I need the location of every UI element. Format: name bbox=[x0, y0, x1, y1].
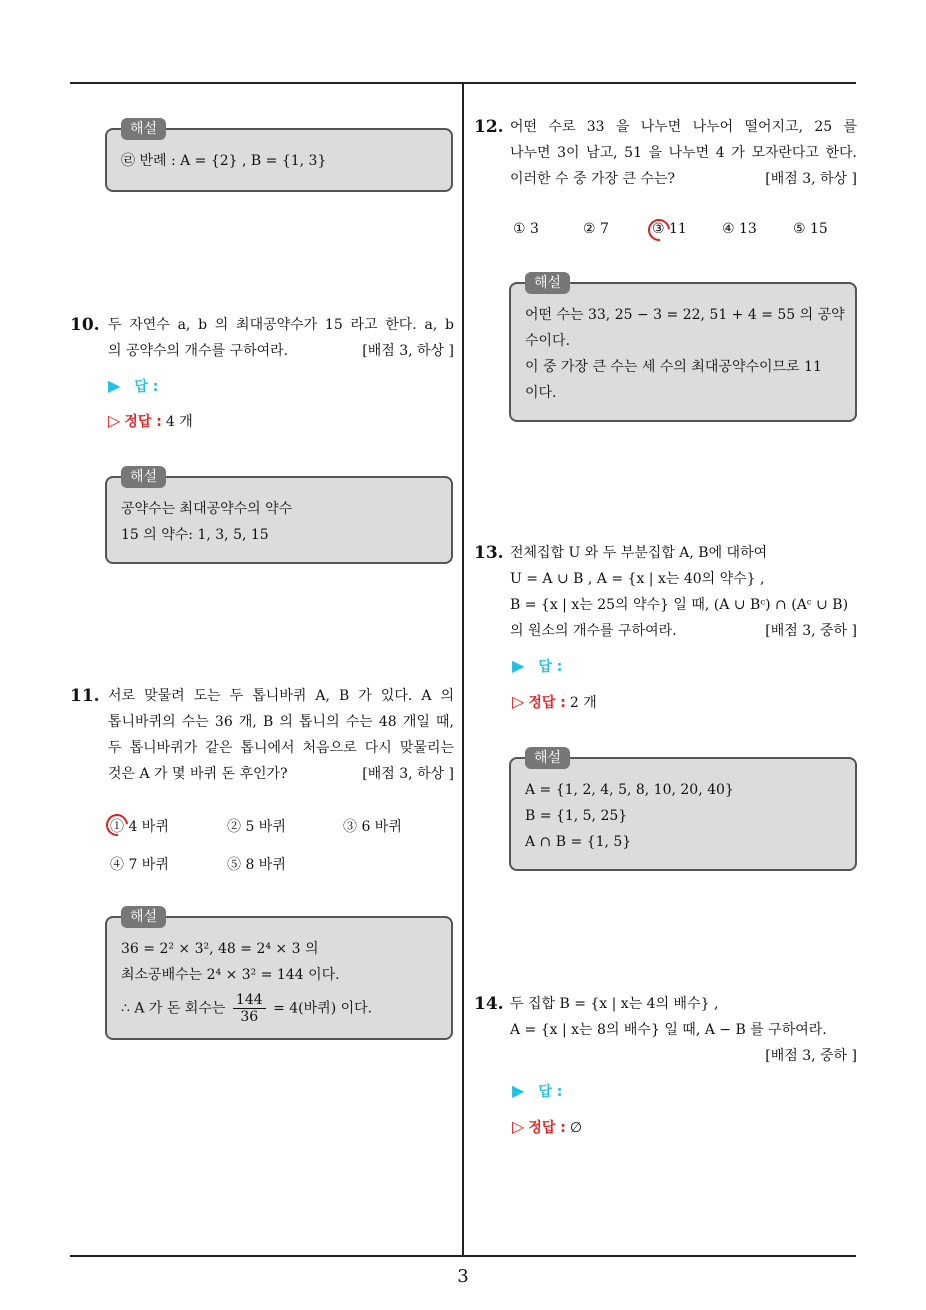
q13-explanation-box bbox=[509, 750, 857, 871]
answer-arrow-icon: ▶ bbox=[108, 376, 121, 395]
score-label: [배점 3, 하상 ] bbox=[765, 171, 857, 187]
question-text: 두 자연수 a, b 의 최대공약수가 15 라고 한다. a, b bbox=[108, 317, 454, 333]
question-text: 톱니바퀴의 수는 36 개, B 의 톱니의 수는 48 개일 때, bbox=[108, 714, 454, 730]
explanation-line: 최소공배수는 2⁴ × 3² = 144 이다. bbox=[121, 967, 340, 983]
question-14 bbox=[474, 991, 857, 1069]
q10-explanation-box bbox=[105, 469, 453, 564]
question-text: 것은 A 가 몇 바퀴 돈 후인가? bbox=[108, 766, 288, 782]
correct-label: 정답 : bbox=[124, 414, 162, 430]
question-text: 이러한 수 중 가장 큰 수는? bbox=[510, 171, 675, 187]
question-text: 두 집합 B = {x | x는 4의 배수} , bbox=[510, 996, 719, 1012]
question-text: 나누면 3이 남고, 51 을 나누면 4 가 모자란다고 한다. bbox=[510, 145, 857, 161]
bottom-rule bbox=[70, 1255, 856, 1257]
choice-1[interactable]: ① 3 bbox=[513, 221, 539, 237]
answer-label: 답 : bbox=[538, 1084, 563, 1100]
fraction-denominator: 36 bbox=[240, 1009, 259, 1025]
answer-label: 답 : bbox=[538, 659, 563, 675]
score-label: [배점 3, 하상 ] bbox=[362, 343, 454, 359]
fraction bbox=[233, 992, 266, 1025]
q9-explanation-box bbox=[105, 121, 453, 192]
question-text: 의 공약수의 개수를 구하여라. bbox=[108, 343, 289, 359]
correct-arrow-icon: ▷ bbox=[512, 692, 525, 711]
explanation-text: = 4(바퀴) 이다. bbox=[273, 1000, 373, 1017]
question-number: 13. bbox=[474, 543, 504, 563]
question-text: 의 원소의 개수를 구하여라. bbox=[510, 623, 677, 639]
choice-3[interactable]: ③ 11 bbox=[652, 221, 687, 237]
page-number: 3 bbox=[457, 1266, 469, 1287]
q14-correct-answer bbox=[512, 1117, 582, 1137]
explanation-line: A = {1, 2, 4, 5, 8, 10, 20, 40} bbox=[525, 782, 734, 798]
q13-correct-answer bbox=[512, 692, 597, 712]
explanation-tag: 해설 bbox=[121, 118, 166, 140]
correct-value: 4 개 bbox=[165, 414, 193, 430]
question-number: 12. bbox=[474, 117, 504, 137]
explanation-line bbox=[121, 992, 437, 1025]
choice-5[interactable]: ⑤ 8 바퀴 bbox=[227, 857, 286, 873]
question-11 bbox=[70, 683, 454, 787]
question-text: 서로 맞물려 도는 두 톱니바퀴 A, B 가 있다. A 의 bbox=[108, 688, 454, 704]
explanation-tag: 해설 bbox=[525, 272, 570, 294]
column-divider bbox=[462, 84, 464, 1256]
correct-arrow-icon: ▷ bbox=[512, 1117, 525, 1136]
explanation-line: 수이다. bbox=[525, 333, 571, 349]
q10-answer-field[interactable] bbox=[108, 376, 158, 396]
answer-arrow-icon: ▶ bbox=[512, 656, 525, 675]
q12-explanation-box bbox=[509, 275, 857, 422]
q11-explanation-box bbox=[105, 909, 453, 1040]
explanation-line: 공약수는 최대공약수의 약수 bbox=[121, 501, 293, 517]
question-text: 전체집합 U 와 두 부분집합 A, B에 대하여 bbox=[510, 545, 768, 561]
question-12 bbox=[474, 114, 857, 192]
score-label: [배점 3, 중하 ] bbox=[765, 1048, 857, 1064]
question-number: 11. bbox=[70, 686, 100, 706]
answer-arrow-icon: ▶ bbox=[512, 1081, 525, 1100]
choice-5[interactable]: ⑤ 15 bbox=[793, 221, 828, 237]
question-text: B = {x | x는 25의 약수} 일 때, (A ∪ Bᶜ) ∩ (Aᶜ ∪ B) bbox=[510, 597, 849, 613]
score-label: [배점 3, 중하 ] bbox=[765, 623, 857, 639]
question-text: 어떤 수로 33 을 나누면 나누어 떨어지고, 25 를 bbox=[510, 119, 857, 135]
explanation-tag: 해설 bbox=[121, 906, 166, 928]
explanation-tag: 해설 bbox=[121, 466, 166, 488]
explanation-line: 36 = 2² × 3², 48 = 2⁴ × 3 의 bbox=[121, 941, 319, 957]
explanation-line: 15 의 약수: 1, 3, 5, 15 bbox=[121, 527, 269, 543]
q9-explanation-line: ㉣ 반례 : A = {2} , B = {1, 3} bbox=[121, 153, 327, 169]
choice-4[interactable]: ④ 7 바퀴 bbox=[110, 857, 169, 873]
fraction-numerator: 144 bbox=[233, 992, 266, 1009]
q13-answer-field[interactable] bbox=[512, 656, 562, 676]
question-number: 10. bbox=[70, 315, 100, 335]
answer-label: 답 : bbox=[134, 379, 159, 395]
choice-3[interactable]: ③ 6 바퀴 bbox=[343, 819, 402, 835]
explanation-tag: 해설 bbox=[525, 747, 570, 769]
q14-answer-field[interactable] bbox=[512, 1081, 562, 1101]
correct-value: 2 개 bbox=[569, 695, 597, 711]
correct-value: ∅ bbox=[569, 1120, 583, 1136]
choice-2[interactable]: ② 5 바퀴 bbox=[227, 819, 286, 835]
question-text: U = A ∪ B , A = {x | x는 40의 약수} , bbox=[510, 571, 765, 587]
explanation-line: 이 중 가장 큰 수는 세 수의 최대공약수이므로 11 bbox=[525, 359, 822, 375]
explanation-line: 이다. bbox=[525, 385, 557, 401]
correct-label: 정답 : bbox=[528, 1120, 566, 1136]
question-10 bbox=[70, 312, 454, 364]
question-13 bbox=[474, 540, 857, 644]
q10-correct-answer bbox=[108, 411, 193, 431]
explanation-line: B = {1, 5, 25} bbox=[525, 808, 628, 824]
score-label: [배점 3, 하상 ] bbox=[362, 766, 454, 782]
question-number: 14. bbox=[474, 994, 504, 1014]
choice-2[interactable]: ② 7 bbox=[583, 221, 609, 237]
explanation-text: ∴ A 가 돈 회수는 bbox=[121, 1000, 226, 1017]
explanation-line: 어떤 수는 33, 25 − 3 = 22, 51 + 4 = 55 의 공약 bbox=[525, 307, 845, 323]
question-text: 두 톱니바퀴가 같은 톱니에서 처음으로 다시 맞물리는 bbox=[108, 740, 454, 756]
choice-1[interactable]: ① 4 바퀴 bbox=[110, 819, 169, 835]
question-text: A = {x | x는 8의 배수} 일 때, A − B 를 구하여라. bbox=[510, 1022, 827, 1038]
correct-label: 정답 : bbox=[528, 695, 566, 711]
explanation-line: A ∩ B = {1, 5} bbox=[525, 834, 632, 850]
choice-4[interactable]: ④ 13 bbox=[722, 221, 757, 237]
correct-arrow-icon: ▷ bbox=[108, 411, 121, 430]
